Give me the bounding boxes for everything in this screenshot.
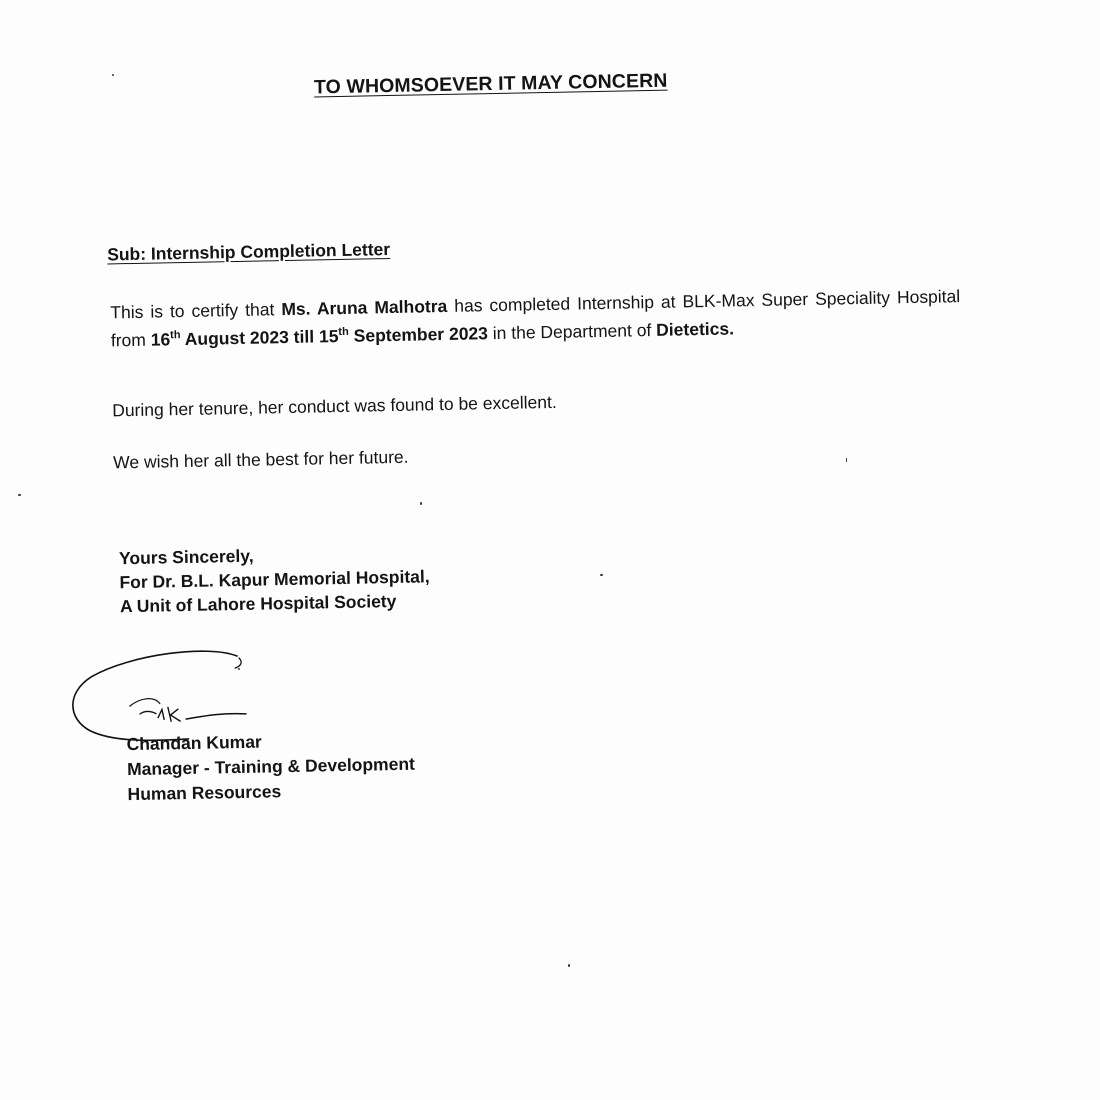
wishes-paragraph: We wish her all the best for her future. (113, 446, 409, 473)
scan-speck (600, 574, 603, 576)
signatory-department: Human Resources (127, 781, 282, 805)
scan-speck (420, 502, 422, 505)
scan-speck (112, 74, 114, 76)
letter-title: TO WHOMSOEVER IT MAY CONCERN (313, 69, 668, 99)
start-date-rest: August 2023 till (180, 326, 320, 350)
scan-speck (238, 668, 240, 670)
end-day-suffix: th (338, 325, 349, 339)
scan-speck (846, 458, 847, 462)
start-day-suffix: th (169, 329, 181, 342)
certification-intro: This is to certify that (110, 299, 282, 323)
closing-block (119, 540, 431, 618)
department-text: in the Department of (487, 319, 657, 344)
letter-subject: Sub: Internship Completion Letter (107, 239, 391, 265)
closing-salutation: Yours Sincerely, (118, 545, 254, 569)
signatory-designation: Manager - Training & Development (126, 753, 416, 780)
scan-speck (18, 494, 21, 496)
closing-unit: A Unit of Lahore Hospital Society (119, 590, 397, 617)
department-name: Dietetics. (655, 318, 735, 340)
signatory-name: Chandan Kumar (126, 731, 262, 755)
closing-organization: For Dr. B.L. Kapur Memorial Hospital, (119, 566, 430, 593)
signatory-block (126, 727, 415, 808)
intern-name: Ms. Aruna Malhotra (281, 295, 448, 320)
start-date (151, 323, 489, 349)
conduct-paragraph: During her tenure, her conduct was found to be excellent. (112, 391, 557, 421)
start-day: 16 (150, 329, 171, 350)
end-date-rest: September 2023 (348, 323, 489, 346)
end-day: 15 (318, 326, 339, 347)
certification-mid: has completed Internship at BLK-Max Super Speciality Hospital from (110, 286, 961, 351)
scan-speck (568, 964, 570, 967)
certification-paragraph (110, 282, 961, 354)
